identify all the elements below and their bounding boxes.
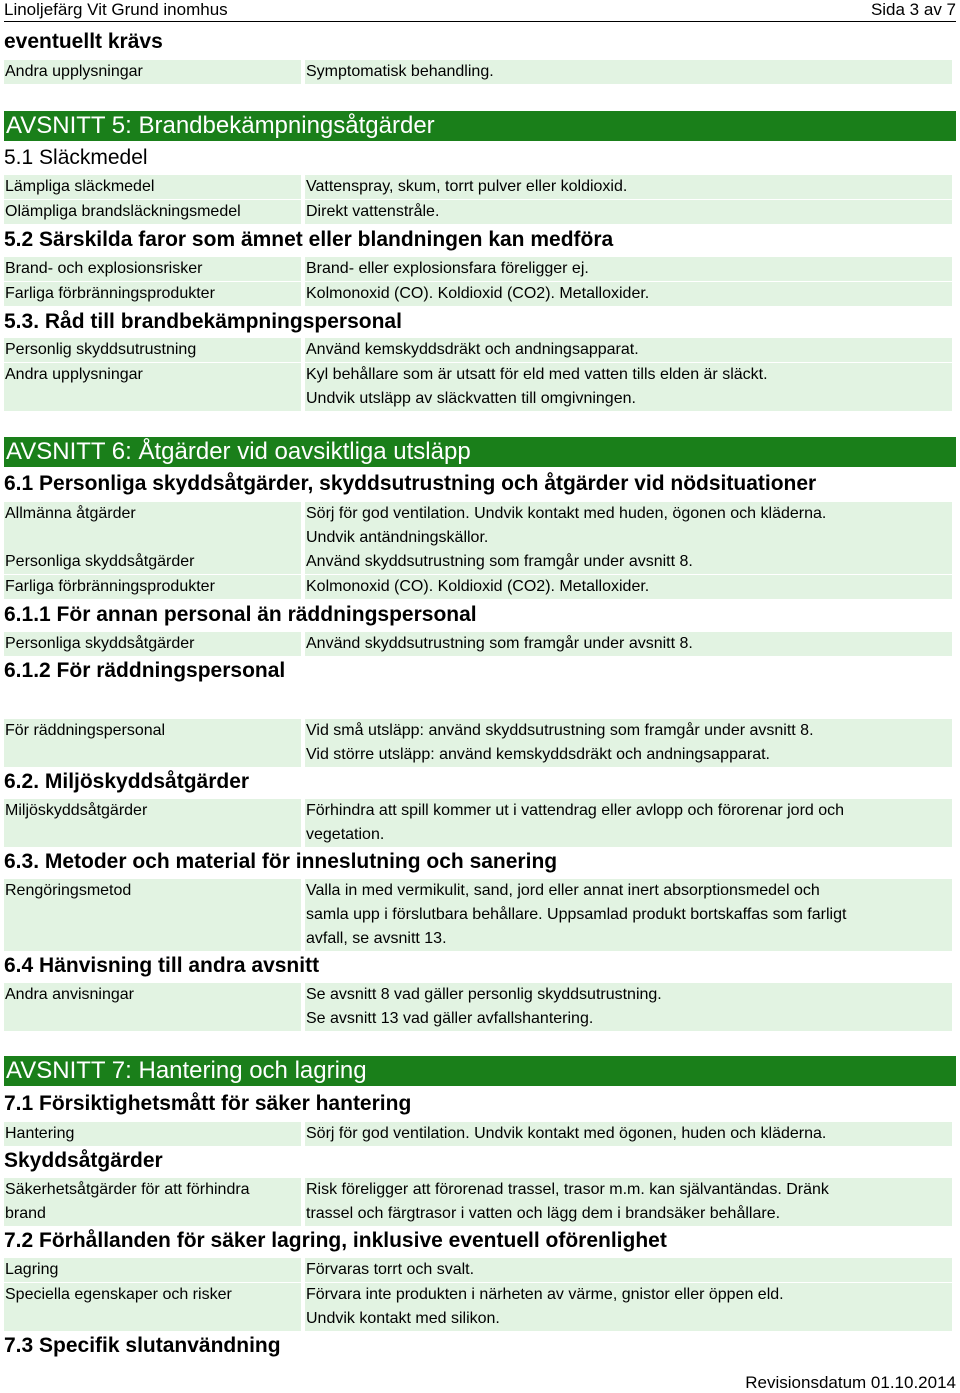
row-value: Kyl behållare som är utsatt för eld med vatten tills elden är släckt. Undvik utsläpp av släckvatten till omgivningen. (305, 363, 952, 411)
row-value: Använd skyddsutrustning som framgår under avsnitt 8. (305, 632, 952, 656)
subsection-title: 6.3. Metoder och material för inneslutning och sanering (4, 850, 558, 873)
row-label: Personlig skyddsutrustning (4, 338, 301, 362)
row-label: Lämpliga släckmedel (4, 175, 301, 199)
row-value: Risk föreligger att förorenad trassel, trasor m.m. kan självantändas. Dränk trassel och färgtrasor i vatten och lägg dem i brandsäker behållare. (305, 1178, 952, 1226)
row-value: Symptomatisk behandling. (305, 60, 952, 84)
subsection-title: 7.2 Förhållanden för säker lagring, inklusive eventuell oförenlighet (4, 1229, 667, 1252)
page-number: Sida 3 av 7 (870, 0, 956, 19)
row-label: Hantering (4, 1122, 301, 1146)
subsection-title: eventuellt krävs (4, 30, 163, 53)
subsection-title: 5.1 Släckmedel (4, 146, 148, 169)
row-value: Se avsnitt 8 vad gäller personlig skyddsutrustning. Se avsnitt 13 vad gäller avfallshantering. (305, 983, 952, 1031)
row-label: Olämpliga brandsläckningsmedel (4, 200, 301, 224)
row-value: Valla in med vermikulit, sand, jord eller annat inert absorptionsmedel och samla upp i förslutbara behållare. Uppsamlad produkt bortskaffas som farligt avfall, se avsnitt 13. (305, 879, 952, 951)
header-rule (4, 21, 956, 22)
row-value: Förvara inte produkten i närheten av värme, gnistor eller öppen eld. Undvik kontakt med silikon. (305, 1283, 952, 1331)
document-title: Linoljefärg Vit Grund inomhus (4, 0, 228, 19)
row-label: Lagring (4, 1258, 301, 1282)
subsection-title: Skyddsåtgärder (4, 1149, 163, 1172)
row-value: Kolmonoxid (CO). Koldioxid (CO2). Metalloxider. (305, 282, 952, 306)
row-label: Andra anvisningar (4, 983, 301, 1031)
row-value: Använd kemskyddsdräkt och andningsapparat. (305, 338, 952, 362)
subsection-title: 5.2 Särskilda faror som ämnet eller blandningen kan medföra (4, 228, 614, 251)
row-value: Vid små utsläpp: använd skyddsutrustning som framgår under avsnitt 8. Vid större utsläpp: använd kemskyddsdräkt och andningsapparat. (305, 719, 952, 767)
subsection-title: 7.1 Försiktighetsmått för säker hantering (4, 1092, 412, 1115)
row-label: Brand- och explosionsrisker (4, 257, 301, 281)
row-value: Sörj för god ventilation. Undvik kontakt med huden, ögonen och kläderna. Undvik antändningskällor. (305, 502, 952, 550)
row-label: För räddningspersonal (4, 719, 301, 767)
row-label: Allmänna åtgärder (4, 502, 301, 550)
row-value: Vattenspray, skum, torrt pulver eller koldioxid. (305, 175, 952, 199)
row-label: Farliga förbränningsprodukter (4, 282, 301, 306)
row-label: Speciella egenskaper och risker (4, 1283, 301, 1331)
subsection-title: 5.3. Råd till brandbekämpningspersonal (4, 310, 402, 333)
section-band: AVSNITT 7: Hantering och lagring (4, 1056, 956, 1086)
row-value: Kolmonoxid (CO). Koldioxid (CO2). Metalloxider. (305, 575, 952, 599)
row-label: Miljöskyddsåtgärder (4, 799, 301, 847)
row-value: Sörj för god ventilation. Undvik kontakt med ögonen, huden och kläderna. (305, 1122, 952, 1146)
section-band: AVSNITT 5: Brandbekämpningsåtgärder (4, 111, 956, 141)
row-label: Rengöringsmetod (4, 879, 301, 951)
subsection-title: 6.4 Hänvisning till andra avsnitt (4, 954, 320, 977)
subsection-title: 6.1 Personliga skyddsåtgärder, skyddsutrustning och åtgärder vid nödsituationer (4, 472, 817, 495)
subsection-title: 6.2. Miljöskyddsåtgärder (4, 770, 250, 793)
row-label: Andra upplysningar (4, 60, 301, 84)
revision-date: Revisionsdatum 01.10.2014 (745, 1373, 956, 1392)
row-label: Säkerhetsåtgärder för att förhindra brand (4, 1178, 301, 1226)
row-value: Förhindra att spill kommer ut i vattendrag eller avlopp och förorenar jord och vegetation. (305, 799, 952, 847)
row-value: Brand- eller explosionsfara föreligger ej. (305, 257, 952, 281)
row-label: Personliga skyddsåtgärder (4, 550, 301, 574)
row-label: Andra upplysningar (4, 363, 301, 411)
row-label: Farliga förbränningsprodukter (4, 575, 301, 599)
row-value: Direkt vattenstråle. (305, 200, 952, 224)
subsection-title: 6.1.2 För räddningspersonal (4, 659, 286, 682)
row-value: Förvaras torrt och svalt. (305, 1258, 952, 1282)
row-label: Personliga skyddsåtgärder (4, 632, 301, 656)
subsection-title: 7.3 Specifik slutanvändning (4, 1334, 281, 1357)
section-band: AVSNITT 6: Åtgärder vid oavsiktliga utsläpp (4, 437, 956, 467)
row-value: Använd skyddsutrustning som framgår under avsnitt 8. (305, 550, 952, 574)
subsection-title: 6.1.1 För annan personal än räddningspersonal (4, 603, 477, 626)
